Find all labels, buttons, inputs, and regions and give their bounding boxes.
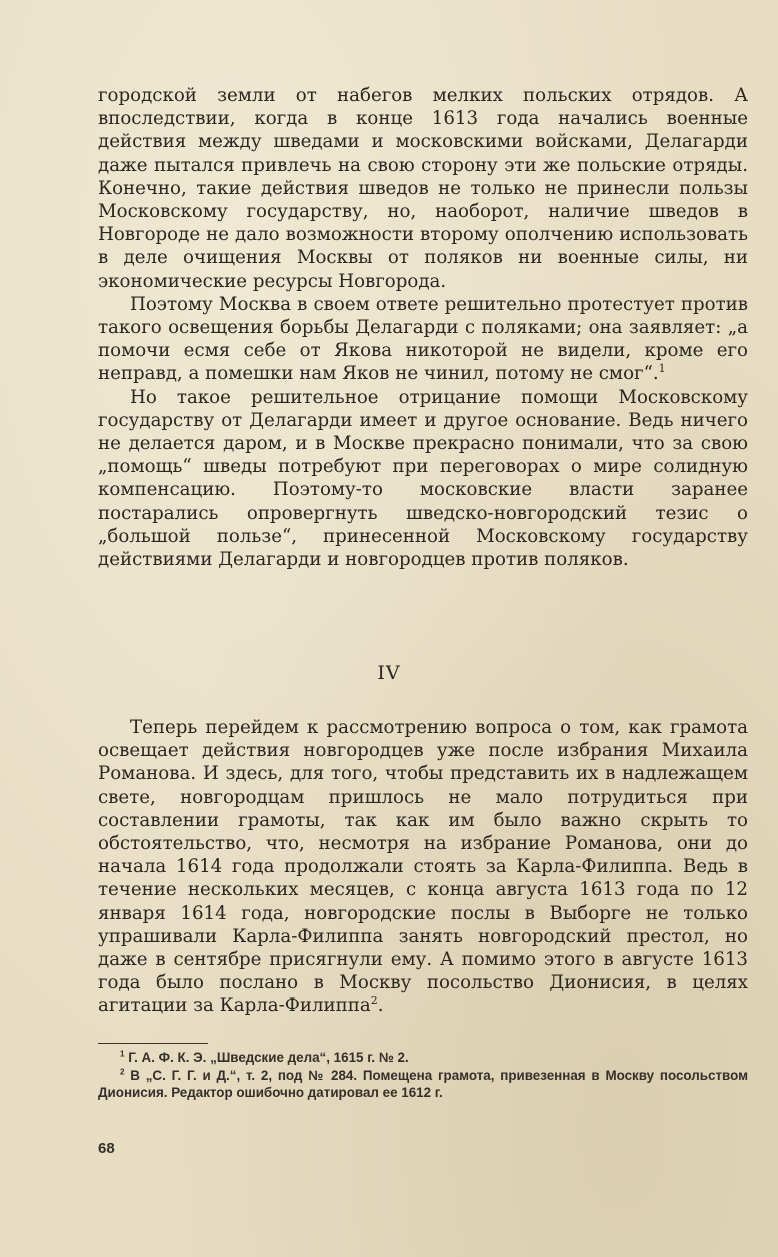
footnote-2 bbox=[98, 1067, 748, 1102]
paragraph-end: . bbox=[377, 995, 384, 1017]
main-text-upper bbox=[98, 84, 748, 571]
footnote-mark: 1 bbox=[120, 1049, 125, 1059]
paragraph-romanov bbox=[98, 716, 748, 1018]
main-text-lower bbox=[98, 716, 748, 1018]
paragraph-continued: городской земли от набегов мелких польских отрядов. А впоследствии, когда в конце 1613 года начались военные действия между шведами и московскими войсками, Делагарди даже пытался привлечь на свою сторону эти же польские отряды. Конечно, такие действия шведов не только не принесли пользы Московскому государству, но, наоборот, наличие шведов в Новгороде не дало возможности второму ополчению использовать в деле очищения Москвы от поляков ни военные силы, ни экономические ресурсы Новгорода. bbox=[98, 85, 748, 292]
footnote-reference: 2 bbox=[370, 994, 378, 1008]
footnote-reference: 1 bbox=[658, 362, 666, 376]
footnote-mark: 2 bbox=[120, 1067, 125, 1077]
paragraph-text: Теперь перейдем к рассмотрению вопроса о том, как грамота освещает действия новгородцев уже после избрания Михаила Романова. И здесь, для того, чтобы представить их в надлежащем свете, новгородцам пришлось не мало потрудиться при составлении грамоты, так как им было важно скрыть то обстоятельство, что, несмотря на избрание Романова, они до начала 1614 года продолжали стоять за Карла-Филиппа. Ведь в течение нескольких месяцев, с конца августа 1613 года по 12 января 1614 года, новгородские послы в Выборге не только упрашивали Карла-Филиппа занять новгородский престол, но даже в сентябре присягнули ему. А помимо этого в августе 1613 года было послано в Москву посольство Дионисия, в целях агитации за Карла-Филиппа bbox=[98, 717, 748, 1017]
paragraph-text: Поэтому Москва в своем ответе решительно протестует против такого освещения борьбы Делагарди с поляками; она заявляет: „а помочи есмя себе от Якова никоторой не видели, кроме его неправд, а помешки нам Яков не чинил, потому не смог“. bbox=[98, 293, 748, 385]
paragraph-moscow-answer bbox=[98, 293, 748, 386]
footnote-text: В „С. Г. Г. и Д.“, т. 2, под № 284. Помещена грамота, привезенная в Москву посольством Дионисия. Редактор ошибочно датировал ее 1612 г. bbox=[98, 1067, 748, 1100]
footnote-text: Г. А. Ф. К. Э. „Шведские дела“, 1615 г. № 2. bbox=[128, 1050, 409, 1065]
footnote-divider bbox=[98, 1043, 208, 1044]
section-heading: IV bbox=[377, 662, 401, 684]
paragraph-denial: Но такое решительное отрицание помощи Московскому государству от Делагарди имеет и другое основание. Ведь ничего не делается даром, и в Москве прекрасно понимали, что за свою „помощь“ шведы потребуют при переговорах о мире солидную компенсацию. Поэтому-то московские власти заранее постарались опровергнуть шведско-новгородский тезис о „большой пользе“, принесенной Московскому государству действиями Делагарди и новгородцев против поляков. bbox=[98, 386, 748, 571]
page-number: 68 bbox=[98, 1140, 115, 1157]
footnotes bbox=[98, 1049, 748, 1102]
footnote-1 bbox=[98, 1049, 748, 1067]
